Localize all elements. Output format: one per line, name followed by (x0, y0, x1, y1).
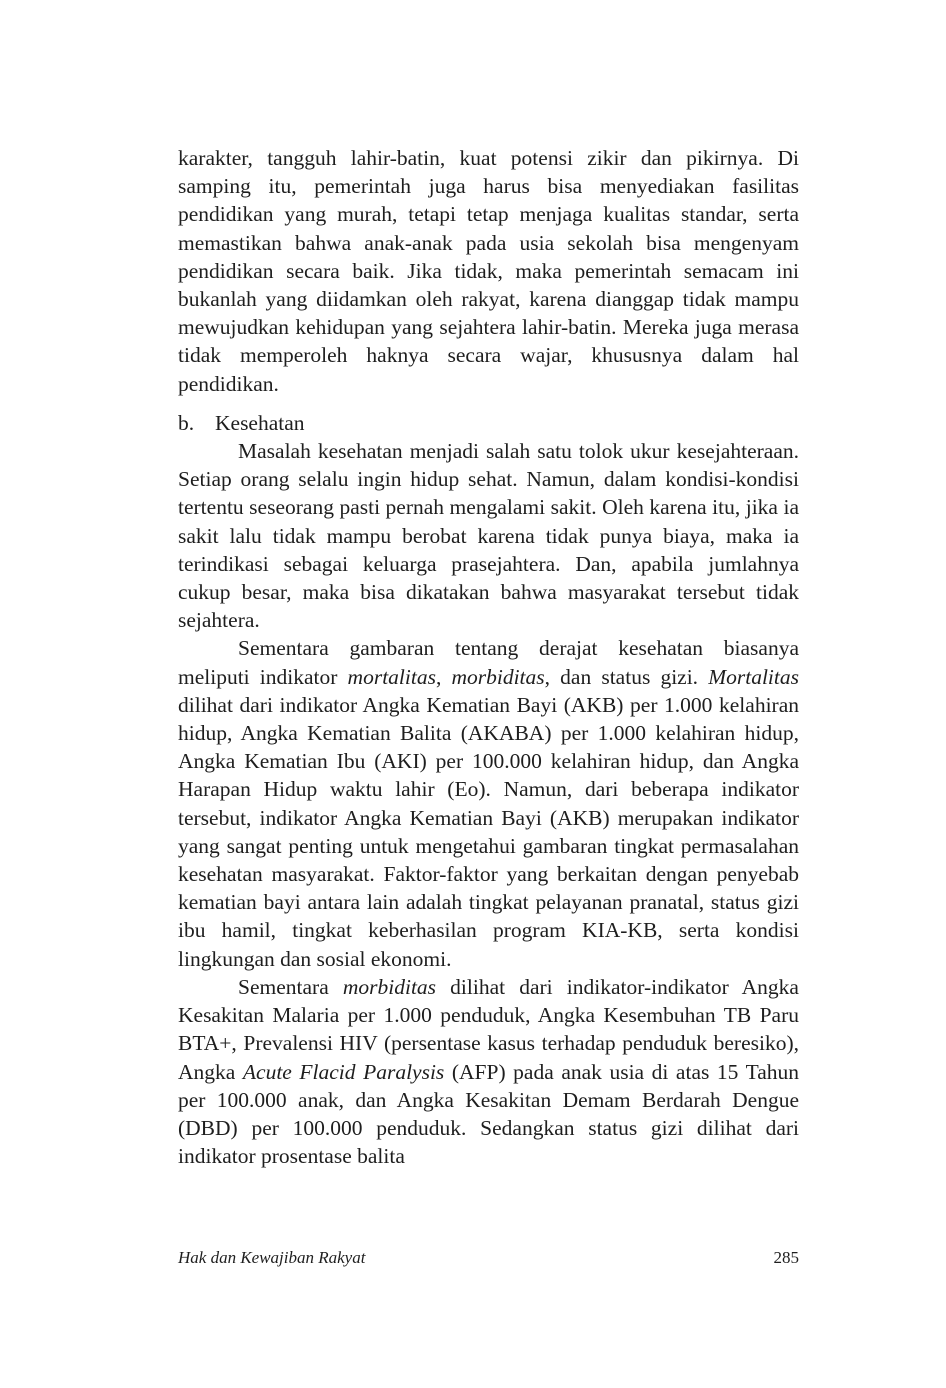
paragraph-masalah-kesehatan: Masalah kesehatan menjadi salah satu tolok ukur kesejahteraan. Setiap orang selalu ingin hidup sehat. Namun, dalam kondisi-kondisi tertentu seseorang pasti pernah mengalami sakit. Oleh karena itu, jika ia sakit lalu tidak mampu berobat karena tidak punya biaya, maka ia terindikasi sebagai keluarga prasejahtera. Dan, apabila jumlahnya cukup besar, maka bisa dikatakan bahwa masyarakat tersebut tidak sejahtera. (178, 439, 799, 633)
page-body (178, 144, 799, 1170)
paragraph-continuation: karakter, tangguh lahir-batin, kuat potensi zikir dan pikirnya. Di samping itu, pemerintah juga harus bisa menyediakan fasilitas pendidikan yang murah, tetapi tetap menjaga kualitas standar, serta memastikan bahwa anak-anak pada usia sekolah bisa mengenyam pendidikan secara baik. Jika tidak, maka pemerintah semacam ini bukanlah yang diidamkan oleh rakyat, karena dianggap tidak mampu mewujudkan kehidupan yang sejahtera lahir-batin. Mereka juga merasa tidak memperoleh haknya secara wajar, khususnya dalam hal pendidikan. (178, 146, 799, 396)
text-run: dilihat dari indikator-indikator Angka Kesakitan Malaria per 1.000 penduduk, Angka Kesembuhan TB Paru BTA+, Prevalensi HIV (persentase kasus terhadap penduduk beresiko), Angka (178, 974, 799, 1084)
section-title: Kesehatan (215, 410, 305, 435)
italic-term-mortalitas-2: Mortalitas (708, 664, 799, 689)
italic-term-mortalitas: mortalitas (347, 664, 436, 689)
text-run: (AFP) pada anak usia di atas 15 Tahun per 100.000 anak, dan Angka Kesakitan Demam Berdarah Dengue (DBD) per 100.000 penduduk. Sedangkan status gizi dilihat dari indikator prosentase balita (178, 1059, 800, 1169)
paragraph-morbiditas (178, 973, 799, 1170)
text-run: , (435, 664, 452, 689)
text-run: , dan status gizi. (544, 664, 709, 689)
page-footer (178, 1247, 799, 1269)
text-run: Sementara gambaran tentang derajat kesehatan biasanya meliputi indikator (178, 636, 799, 689)
text-run: Sementara (238, 974, 343, 999)
section-heading (178, 409, 799, 437)
section-marker: b. (178, 410, 195, 435)
italic-term-afp: Acute Flacid Paralysis (242, 1059, 445, 1084)
italic-term-morbiditas-2: morbiditas (342, 974, 437, 999)
running-title: Hak dan Kewajiban Rakyat (178, 1248, 366, 1267)
italic-term-morbiditas: morbiditas (451, 664, 545, 689)
text-run: dilihat dari indikator Angka Kematian Bayi (AKB) per 1.000 kelahiran hidup, Angka Kematian Balita (AKABA) per 1.000 kelahiran hidup, Angka Kematian Ibu (AKI) per 100.000 kelahiran hidup, dan Angka Harapan Hidup waktu lahir (Eo). Namun, dari beberapa indikator tersebut, indikator Angka Kematian Bayi (AKB) merupakan indikator yang sangat penting untuk mengetahui gambaran tingkat permasalahan kesehatan masyarakat. Faktor-faktor yang berkaitan dengan penyebab kematian bayi antara lain adalah tingkat pelayanan pranatal, status gizi ibu hamil, tingkat keberhasilan program KIA-KB, serta kondisi lingkungan dan sosial ekonomi. (178, 692, 799, 971)
page-number: 285 (773, 1248, 799, 1267)
paragraph-derajat-kesehatan (178, 634, 799, 972)
